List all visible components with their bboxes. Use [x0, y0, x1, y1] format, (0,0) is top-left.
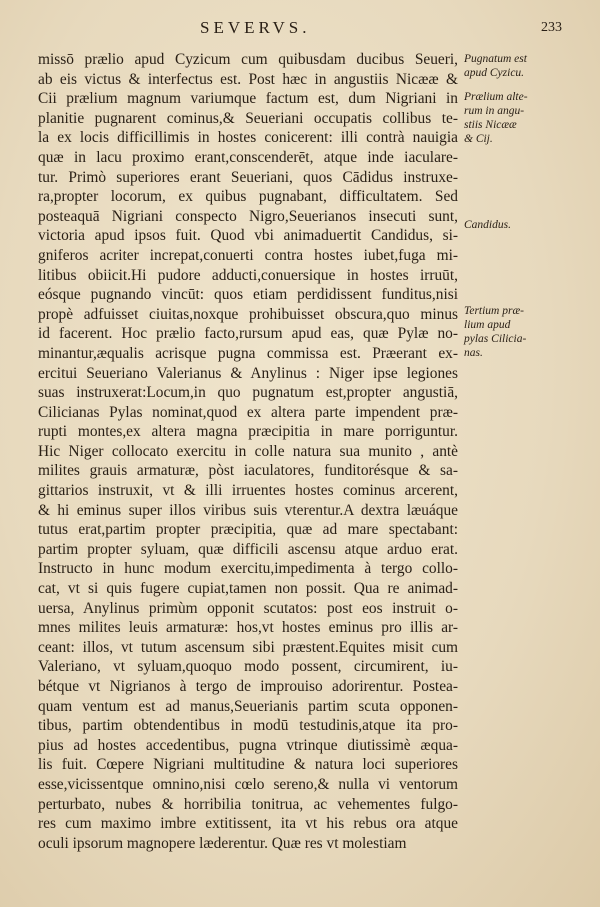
text-line: missō prælio apud Cyzicum cum quibusdam ducibus Seueri, [38, 51, 458, 68]
margin-note: Prælium alte- rum in angu- stiis Nicææ & Cij. [464, 91, 528, 145]
text-line: ercitui Seueriano Valerianus & Anylinus : Niger ipse legiones [38, 364, 458, 382]
text-line: lis fuit. Cœpere Nigriani multitudine & natura loci superiores [38, 756, 458, 774]
margin-note: Candidus. [464, 219, 511, 231]
text-line: quam ventum est ad manus,Seuerianis partim scuta opponen- [38, 697, 458, 715]
text-line: eósque pugnando vincūt: quos etiam perdidissent funditus,nisi [38, 286, 458, 304]
text-line: Instructo in hunc modum exercitu,impedimenta à tergo collo- [38, 560, 458, 578]
text-line: minantur,æqualis acrisque pugna commissa est. Præerant ex- [38, 344, 458, 362]
margin-note: Pugnatum est apud Cyzicu. [464, 53, 527, 79]
text-line: gittarios instruxit, vt & illi irruentes hostes cominus arcerent, [38, 482, 458, 500]
text-line: oculi ipsorum magnopere læderentur. Quæ res vt molestiam [38, 834, 407, 852]
text-line: partim propter syluam, quæ difficili ascensu atque arduo erat. [38, 540, 458, 558]
body-text [38, 50, 458, 853]
text-line: posteaquā Nigriani conspecto Nigro,Seuerianos insecuti sunt, [38, 207, 458, 225]
text-line: Cii prælium magnum variumque factum est, dum Nigriani in [38, 90, 458, 108]
text-line: Valeriano, vt syluam,quoquo modo possent, circumirent, iu- [38, 658, 458, 676]
text-line: milites grauis armaturæ, pòst iaculatores, funditorésque & sa- [38, 462, 458, 480]
text-line: tutus erat,partim propter præcipitia, quæ ad mare spectabant: [38, 521, 458, 539]
text-line: Cilicianas Pylas nominat,quod ex altera parte impendent præ- [38, 403, 458, 421]
text-line: mnes milites leuis armaturæ: hos,vt hostes eminus pro illis ar- [38, 619, 458, 637]
text-line: res cum maximo imbre extitissent, ita vt his rebus ora atque [38, 815, 458, 833]
text-line: ra,propter locorum, ex quibus pugnabant, difficultatem. Sed [38, 188, 458, 206]
text-line: la ex locis difficillimis in hostes conicerent: illi contrà nauigia [38, 129, 458, 147]
text-line: planitie pugnarent cominus,& Seueriani occupatis collibus te- [38, 109, 458, 127]
text-line: tibus, partim obtendentibus in modū testudinis,atque ita pro- [38, 717, 458, 735]
text-line: bétque vt Nigrianos à tergo de improuiso adorirentur. Postea- [38, 678, 458, 695]
text-line: esse,vicissentque omnino,nisi cœlo sereno,& nulla vi ventorum [38, 775, 458, 793]
text-line: litibus obiicit.Hi pudore adducti,conuersique in hostes irruūt, [38, 266, 458, 284]
text-line: ceant: illos, vt tutum ascensum sibi præstent.Equites misit cum [38, 638, 458, 656]
text-line: id facerent. Hoc prælio facto,rursum apud eas, quæ Pylæ no- [38, 325, 458, 343]
running-title: SEVERVS. [200, 18, 311, 37]
text-line: suas instruxerat:Locum,in quo pugnatum est,propter angustiā, [38, 384, 458, 402]
text-line: & hi eminus super illos viribus suis vterentur.A dextra læuáque [38, 501, 458, 519]
margin-note: Tertium præ- lium apud pylas Cilicia- nas. [464, 305, 527, 359]
text-line: pius ad hostes accedentibus, pugna vtrinque diutissimè æqua- [38, 736, 458, 754]
page-header [160, 18, 580, 42]
text-line: ab eis victus & interfectus est. Post hæc in angustiis Nicææ & [38, 70, 458, 88]
text-line: quæ in lacu proximo erant,conscenderēt, atque inde iaculare- [38, 148, 458, 166]
text-line: Hic Niger collocato exercitu in colle natura sua munito , antè [38, 442, 458, 460]
text-line: gniferos acriter increpat,conuerti contra hostes iubet,fuga mi- [38, 246, 458, 264]
text-line: tur. Primò superiores erant Seueriani, quos Cādidus instruxe- [38, 168, 458, 186]
text-line: uersa, Anylinus primùm opponit scutatos: post eos instruit o- [38, 599, 458, 617]
text-line: perturbato, nubes & horribilia tonitrua, ac vehementes fulgo- [38, 795, 458, 813]
text-line: victoria apud ipsos fuit. Quod vbi animaduertit Candidus, si- [38, 227, 458, 245]
text-line: rupti montes,ex altera magna præcipitia in mare porriguntur. [38, 423, 458, 441]
text-line: cat, vt si quis fugere cupiat,tamen non possit. Qua re animad- [38, 580, 458, 598]
page-number: 233 [541, 20, 562, 35]
text-line: propè adfuisset ciuitas,noxque prohibuisset obscura,quo minus [38, 305, 458, 323]
